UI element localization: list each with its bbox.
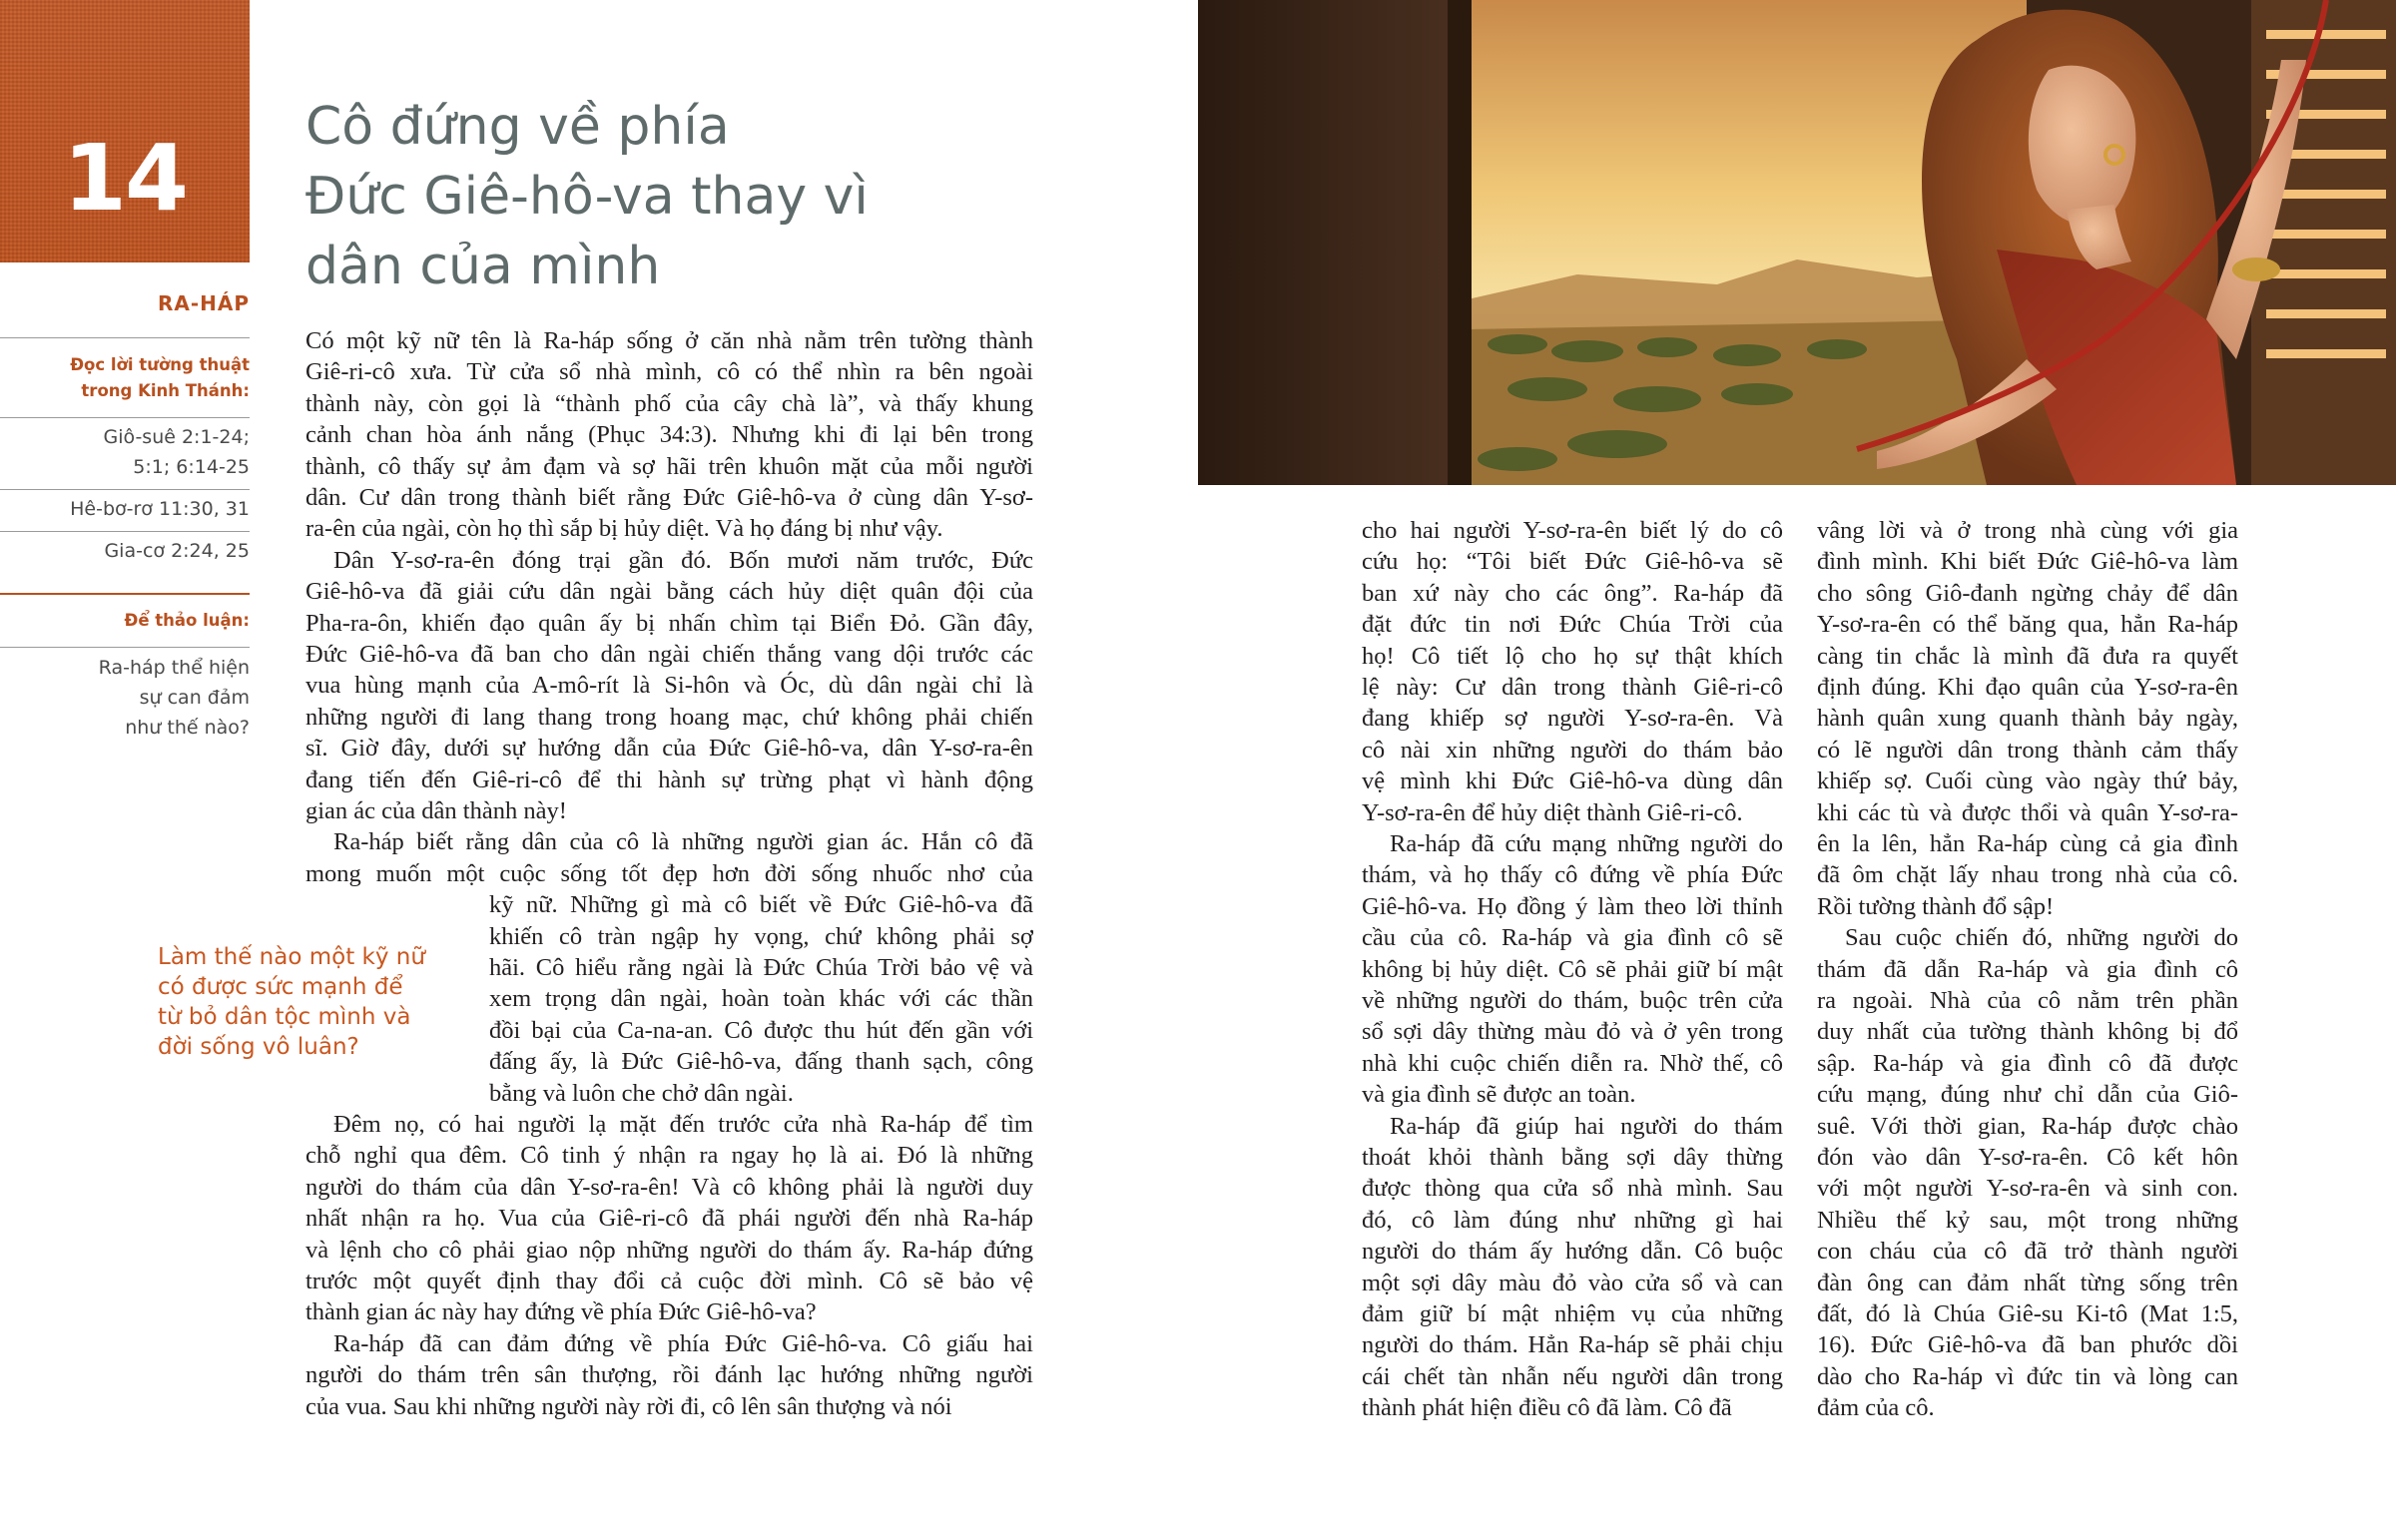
body-text-line: đấng ấy, là Đức Giê-hô-va, đấng thanh sạch, công — [489, 1048, 1033, 1076]
sidebar-divider — [0, 489, 250, 490]
body-text-line: của vua. Sau khi những người này rời đi, cô lên sân thượng và nói — [305, 1392, 952, 1420]
body-text-line: người do thám ấy hướng dẫn. Cô buộc — [1362, 1238, 1783, 1266]
body-text-line: ra-ên của ngài, còn họ thì sắp bị hủy diệt. Và họ đáng bị như vậy. — [305, 515, 943, 543]
discussion-question: Ra-háp thể hiện sự can đảm như thế nào? — [98, 657, 250, 739]
body-text-line: nhà khi cuộc chiến diễn ra. Nhờ thế, cô — [1362, 1049, 1783, 1077]
body-text-line: Sau cuộc chiến đó, những người do — [1845, 924, 2238, 952]
body-text-line: sập. Ra-háp và gia đình cô đã được — [1817, 1049, 2238, 1077]
body-text-line: đang tiến đến Giê-ri-cô để thi hành sự trừng phạt vì hành động — [305, 766, 1033, 793]
body-text-line: đồi bại của Ca-na-an. Cô được thu hút đến gần với — [489, 1016, 1033, 1044]
body-text-line: Nhiều thế kỷ sau, một trong những — [1817, 1206, 2238, 1234]
body-text-line: Có một kỹ nữ tên là Ra-háp sống ở căn nhà nằm trên tường thành — [305, 327, 1033, 354]
body-text-line: về những người do thám, buộc trên cửa — [1362, 987, 1783, 1014]
body-text-line: Ra-háp đã cứu mạng những người do — [1390, 830, 1783, 857]
body-text-line: duy nhất của tường thành không bị đổ — [1817, 1018, 2238, 1046]
body-text-line: xem trọng dân ngài, hoàn toàn khác với các thần — [489, 985, 1033, 1013]
body-text-line: được thòng qua cửa sổ nhà mình. Sau — [1362, 1175, 1783, 1203]
body-text-line: 16). Đức Giê-hô-va đã ban phước dồi — [1817, 1331, 2238, 1359]
body-text-line: thám, và họ thấy cô đứng về phía Đức — [1362, 861, 1783, 889]
body-text-line: Ra-háp biết rằng dân của cô là những người gian ác. Hắn cô đã — [333, 828, 1033, 856]
body-text-line: Y-sơ-ra-ên để hủy diệt thành Giê-ri-cô. — [1362, 798, 1743, 826]
body-text-line: Ra-háp đã can đảm đứng về phía Đức Giê-hô-va. Cô giấu hai — [333, 1329, 1033, 1357]
body-text-line: những người đi lang thang trong hoang mạc, chứ không phải chiến — [305, 703, 1033, 731]
chapter-number-block — [0, 0, 250, 262]
body-text-line: bằng và luôn che chở dân ngài. — [489, 1079, 794, 1107]
scripture-ref[interactable]: Gia-cơ 2:24, 25 — [104, 540, 250, 562]
body-text-line: với một người Y-sơ-ra-ên và sinh con. — [1817, 1175, 2238, 1203]
body-text-line: thành phát hiện điều cô đã làm. Cô đã — [1362, 1394, 1732, 1422]
body-text-line: cho hai người Y-sơ-ra-ên biết lý do cô — [1362, 517, 1783, 544]
body-text-line: vâng lời và ở trong nhà cùng với gia — [1817, 517, 2238, 544]
sidebar-divider — [0, 337, 250, 338]
body-text-line: hãi. Cô hiểu rằng ngài là Đức Chúa Trời bảo vệ và — [489, 954, 1033, 981]
body-text-line: thành này, còn gọi là “thành phố của cây chà là”, và thấy khung — [305, 389, 1033, 417]
chapter-title — [305, 92, 1004, 301]
body-text-line: cái chết tàn nhẫn nếu người dân trong — [1362, 1362, 1783, 1390]
body-text-line: vệ mình khi Đức Giê-hô-va dùng dân — [1362, 768, 1783, 795]
title-line: Cô đứng về phía — [305, 97, 730, 157]
sidebar-divider — [0, 647, 250, 648]
body-text-line: càng tin chắc là mình đã đưa ra quyết — [1817, 642, 2238, 670]
sidebar-read-label: Đọc lời tường thuật trong Kinh Thánh: — [70, 355, 250, 400]
body-text-line: ra ngoài. Nhà của cô nằm trên phần — [1817, 987, 2238, 1014]
body-text-line: có lẽ người dân trong thành cảm thấy — [1817, 736, 2238, 764]
body-text-line: Đêm nọ, có hai người lạ mặt đến trước cửa nhà Ra-háp để tìm — [333, 1111, 1033, 1138]
sidebar-divider — [0, 531, 250, 532]
title-line: dân của mình — [305, 237, 661, 296]
body-text-line: đảm của cô. — [1817, 1394, 1935, 1422]
body-text-line: Rồi tường thành đổ sập! — [1817, 892, 2055, 920]
rahab-illustration — [1198, 0, 2396, 485]
body-text-line: đình mình. Khi biết Đức Giê-hô-va làm — [1817, 548, 2238, 576]
body-text-line: cảnh chan hòa ánh nắng (Phục 34:3). Nhưng khi đi lại bên trong — [305, 421, 1033, 449]
sidebar-character-name: RA-HÁP — [157, 291, 250, 315]
body-text-line: đặt đức tin nơi Đức Chúa Trời của — [1362, 611, 1783, 639]
body-text-line: thoát khỏi thành bằng sợi dây thừng — [1362, 1144, 1783, 1171]
body-text-line: kỹ nữ. Những gì mà cô biết về Đức Giê-hô-va đã — [489, 891, 1033, 919]
body-text-line: sổ sợi dây thừng màu đỏ và ở yên trong — [1362, 1018, 1783, 1046]
body-text-line: Y-sơ-ra-ên có thể băng qua, hẳn Ra-háp — [1817, 611, 2238, 639]
chapter-number: 14 — [62, 125, 188, 232]
body-text-line: vua hùng mạnh của A-mô-rít là Si-hôn và Óc, dù dân ngài chỉ là — [305, 672, 1033, 700]
body-text-line: lệ này: Cư dân trong thành Giê-ri-cô — [1362, 674, 1783, 701]
body-text-line: Đức Giê-hô-va đã ban cho dân ngài chiến thắng vang dội trước các — [305, 641, 1033, 668]
title-line: Đức Giê-hô-va thay vì — [305, 167, 869, 227]
scripture-ref[interactable]: Hê-bơ-rơ 11:30, 31 — [70, 498, 250, 520]
body-text-line: Giê-ri-cô xưa. Từ cửa sổ nhà mình, cô có thể nhìn ra bên ngoài — [305, 358, 1033, 386]
body-text-line: khiến cô tràn ngập hy vọng, chứ không phải sợ — [489, 922, 1033, 950]
body-text-line: Pha-ra-ôn, khiến đạo quân ấy bị nhấn chìm tại Biển Đỏ. Gần đây, — [305, 609, 1033, 637]
body-text-line: sĩ. Giờ đây, dưới sự hướng dẫn của Đức Giê-hô-va, dân Y-sơ-ra-ên — [305, 735, 1033, 763]
body-text-line: Giê-hô-va. Họ đồng ý làm theo lời thỉnh — [1362, 892, 1783, 920]
body-text-line: mong muốn một cuộc sống tốt đẹp hơn đời sống nhuốc nhơ của — [305, 859, 1033, 887]
body-text-line: thám đã dẫn Ra-háp và gia đình cô — [1817, 955, 2238, 983]
body-text-line: đảm giữ bí mật nhiệm vụ của những — [1362, 1300, 1783, 1327]
body-text-line: và lệnh cho cô phải giao nộp những người do thám ấy. Ra-háp đứng — [305, 1236, 1033, 1264]
body-text-line: họ! Cô tiết lộ cho họ sự thật khích — [1362, 642, 1783, 670]
body-text-line: thành gian ác này hay đứng về phía Đức Giê-hô-va? — [305, 1298, 817, 1326]
body-text-line: dân. Cư dân trong thành biết rằng Đức Giê-hô-va ở cùng dân Y-sơ- — [305, 484, 1033, 511]
body-text-line: người do thám. Hẳn Ra-háp sẽ phải chịu — [1362, 1331, 1783, 1359]
body-text-line: ên la lên, hẳn Ra-háp cùng cả gia đình — [1817, 830, 2238, 857]
body-text-line: trước một quyết định thay đổi cả cuộc đời mình. Cô sẽ bảo vệ — [305, 1268, 1033, 1294]
body-text-line: Dân Y-sơ-ra-ên đóng trại gần đó. Bốn mươi năm trước, Đức — [333, 546, 1033, 574]
body-text-line: hành quân xung quanh thành bảy ngày, — [1817, 705, 2238, 733]
body-text-line: khiếp sợ. Cuối cùng vào ngày thứ bảy, — [1817, 768, 2238, 795]
body-text-line: cô nài xin những người do thám bảo — [1362, 736, 1783, 764]
body-text-line: đàn ông can đảm nhất từng sống trên — [1817, 1269, 2238, 1296]
body-text-line: thành, cô thấy sự ảm đạm và sợ hãi trên khuôn mặt của mỗi người — [305, 452, 1033, 480]
body-text-line: đó, cô làm đúng như những gì hai — [1362, 1206, 1783, 1234]
body-text-line: đất, đó là Chúa Giê-su Ki-tô (Mat 1:5, — [1817, 1300, 2238, 1327]
scripture-ref[interactable]: Giô-suê 2:1-24; 5:1; 6:14-25 — [103, 426, 250, 478]
body-text-line: ban xứ này cho các ông”. Ra-háp đã — [1362, 579, 1783, 607]
body-text-line: người do thám của dân Y-sơ-ra-ên! Và cô không phải là người duy — [305, 1173, 1033, 1201]
body-text-line: cho sông Giô-đanh ngừng chảy để dân — [1817, 579, 2238, 607]
body-text-line: Giê-hô-va đã giải cứu dân ngài bằng cách hủy diệt quân đội của — [305, 578, 1033, 606]
body-text-line: cầu của cô. Ra-háp và gia đình cô sẽ — [1362, 924, 1783, 952]
body-text-line: khi các tù và được thổi và quân Y-sơ-ra- — [1817, 798, 2238, 826]
body-text-line: chỗ nghỉ qua đêm. Cô tinh ý nhận ra ngay họ là ai. Đó là những — [305, 1142, 1033, 1170]
body-text-line: không bị hủy diệt. Cô sẽ phải giữ bí mật — [1362, 955, 1783, 983]
body-text-line: gian ác của dân thành này! — [305, 797, 567, 824]
body-text-line: con cháu của cô đã trở thành người — [1817, 1238, 2238, 1266]
body-text-line: đang khiếp sợ người Y-sơ-ra-ên. Và — [1362, 705, 1783, 733]
sidebar-divider — [0, 417, 250, 418]
body-text-line: Ra-háp đã giúp hai người do thám — [1390, 1112, 1783, 1140]
body-text-line: cứu mạng, đúng như chỉ dẫn của Giô- — [1817, 1081, 2238, 1109]
body-text-line: đón vào dân Y-sơ-ra-ên. Cô kết hôn — [1817, 1144, 2238, 1171]
pull-quote: Làm thế nào một kỹ nữ có được sức mạnh để từ bỏ dân tộc mình và đời sống vô luân? — [158, 944, 425, 1060]
body-text-line: một sợi dây màu đỏ vào cửa sổ và can — [1362, 1269, 1783, 1296]
body-text-line: suê. Với thời gian, Ra-háp được chào — [1817, 1112, 2238, 1140]
body-text-line: dào cho Ra-háp vì đức tin và lòng can — [1817, 1362, 2238, 1390]
body-text-line: người do thám trên sân thượng, rồi đánh lạc hướng những người — [305, 1361, 1033, 1389]
body-text-line: cứu họ: “Tôi biết Đức Giê-hô-va sẽ — [1362, 548, 1783, 576]
body-text-line: đã ôm chặt lấy nhau trong nhà của cô. — [1817, 861, 2238, 889]
body-text-line: nhất nhận ra họ. Vua của Giê-ri-cô đã phái người đến nhà Ra-háp — [305, 1205, 1033, 1233]
sidebar-divider — [0, 593, 250, 595]
body-text-line: định đúng. Khi đạo quân của Y-sơ-ra-ên — [1817, 674, 2238, 701]
body-text-line: và gia đình sẽ được an toàn. — [1362, 1081, 1636, 1109]
sidebar-discuss-label: Để thảo luận: — [124, 611, 250, 630]
